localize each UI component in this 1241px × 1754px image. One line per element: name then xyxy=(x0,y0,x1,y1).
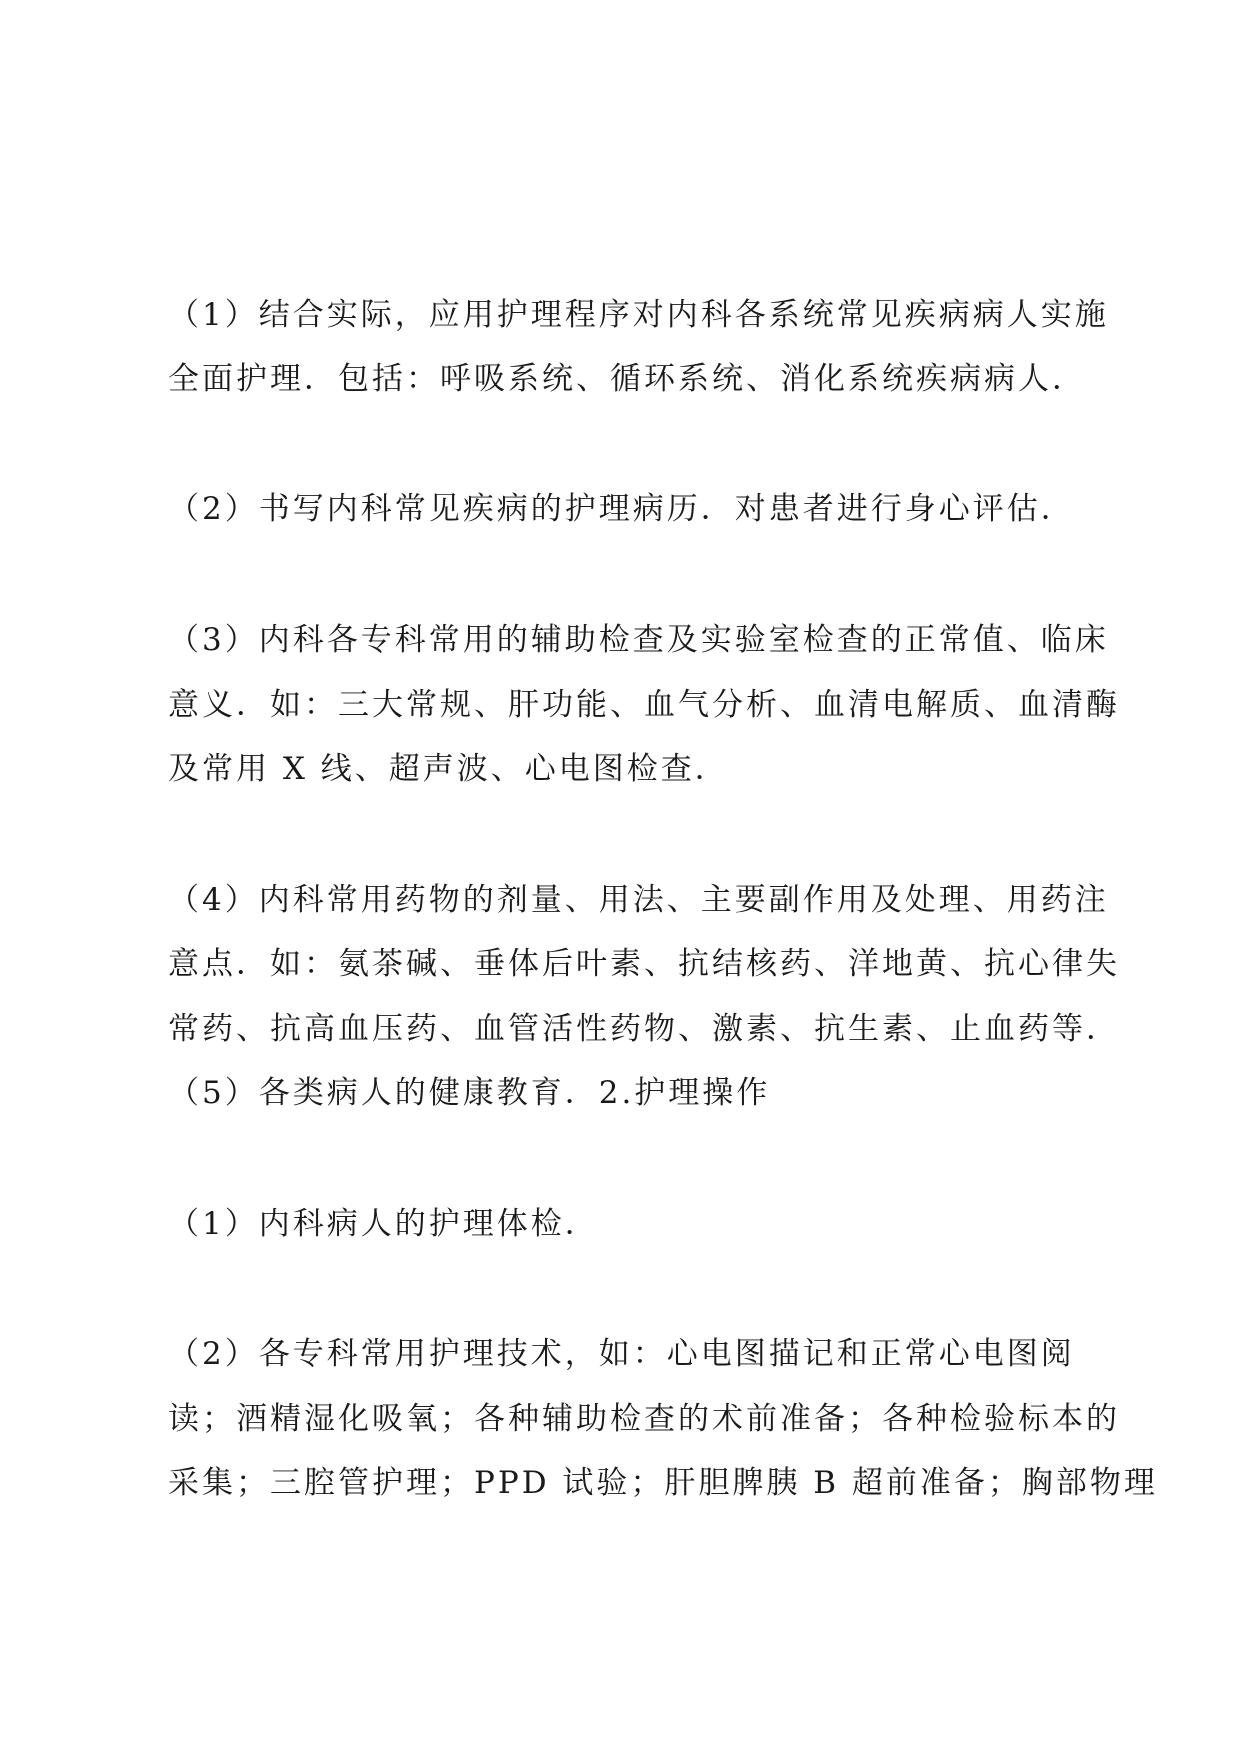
text-line-5: 意义．如：三大常规、肝功能、血气分析、血清电解质、血清酶 xyxy=(168,687,1120,723)
text-line-9: 常药、抗高血压药、血管活性药物、激素、抗生素、止血药等． xyxy=(168,1011,1120,1047)
text-line-4: （3）内科各专科常用的辅助检查及实验室检查的正常值、临床 xyxy=(168,622,1109,658)
text-line-12: （2）各专科常用护理技术，如：心电图描记和正常心电图阅 xyxy=(168,1336,1075,1372)
text-line-10: （5）各类病人的健康教育．2.护理操作 xyxy=(168,1075,771,1111)
text-line-2: 全面护理．包括：呼吸系统、循环系统、消化系统疾病病人． xyxy=(168,361,1086,397)
text-line-14: 采集；三腔管护理；PPD 试验；肝胆脾胰 B 超前准备；胸部物理 xyxy=(168,1465,1158,1501)
text-line-3: （2）书写内科常见疾病的护理病历．对患者进行身心评估． xyxy=(168,491,1075,527)
text-line-13: 读；酒精湿化吸氧；各种辅助检查的术前准备；各种检验标本的 xyxy=(168,1401,1120,1437)
text-line-8: 意点．如：氨茶碱、垂体后叶素、抗结核药、洋地黄、抗心律失 xyxy=(168,946,1120,982)
text-line-7: （4）内科常用药物的剂量、用法、主要副作用及处理、用药注 xyxy=(168,882,1109,918)
text-line-11: （1）内科病人的护理体检． xyxy=(168,1206,599,1242)
text-line-6: 及常用 X 线、超声波、心电图检查． xyxy=(168,751,729,787)
text-line-1: （1）结合实际，应用护理程序对内科各系统常见疾病病人实施 xyxy=(168,297,1109,333)
